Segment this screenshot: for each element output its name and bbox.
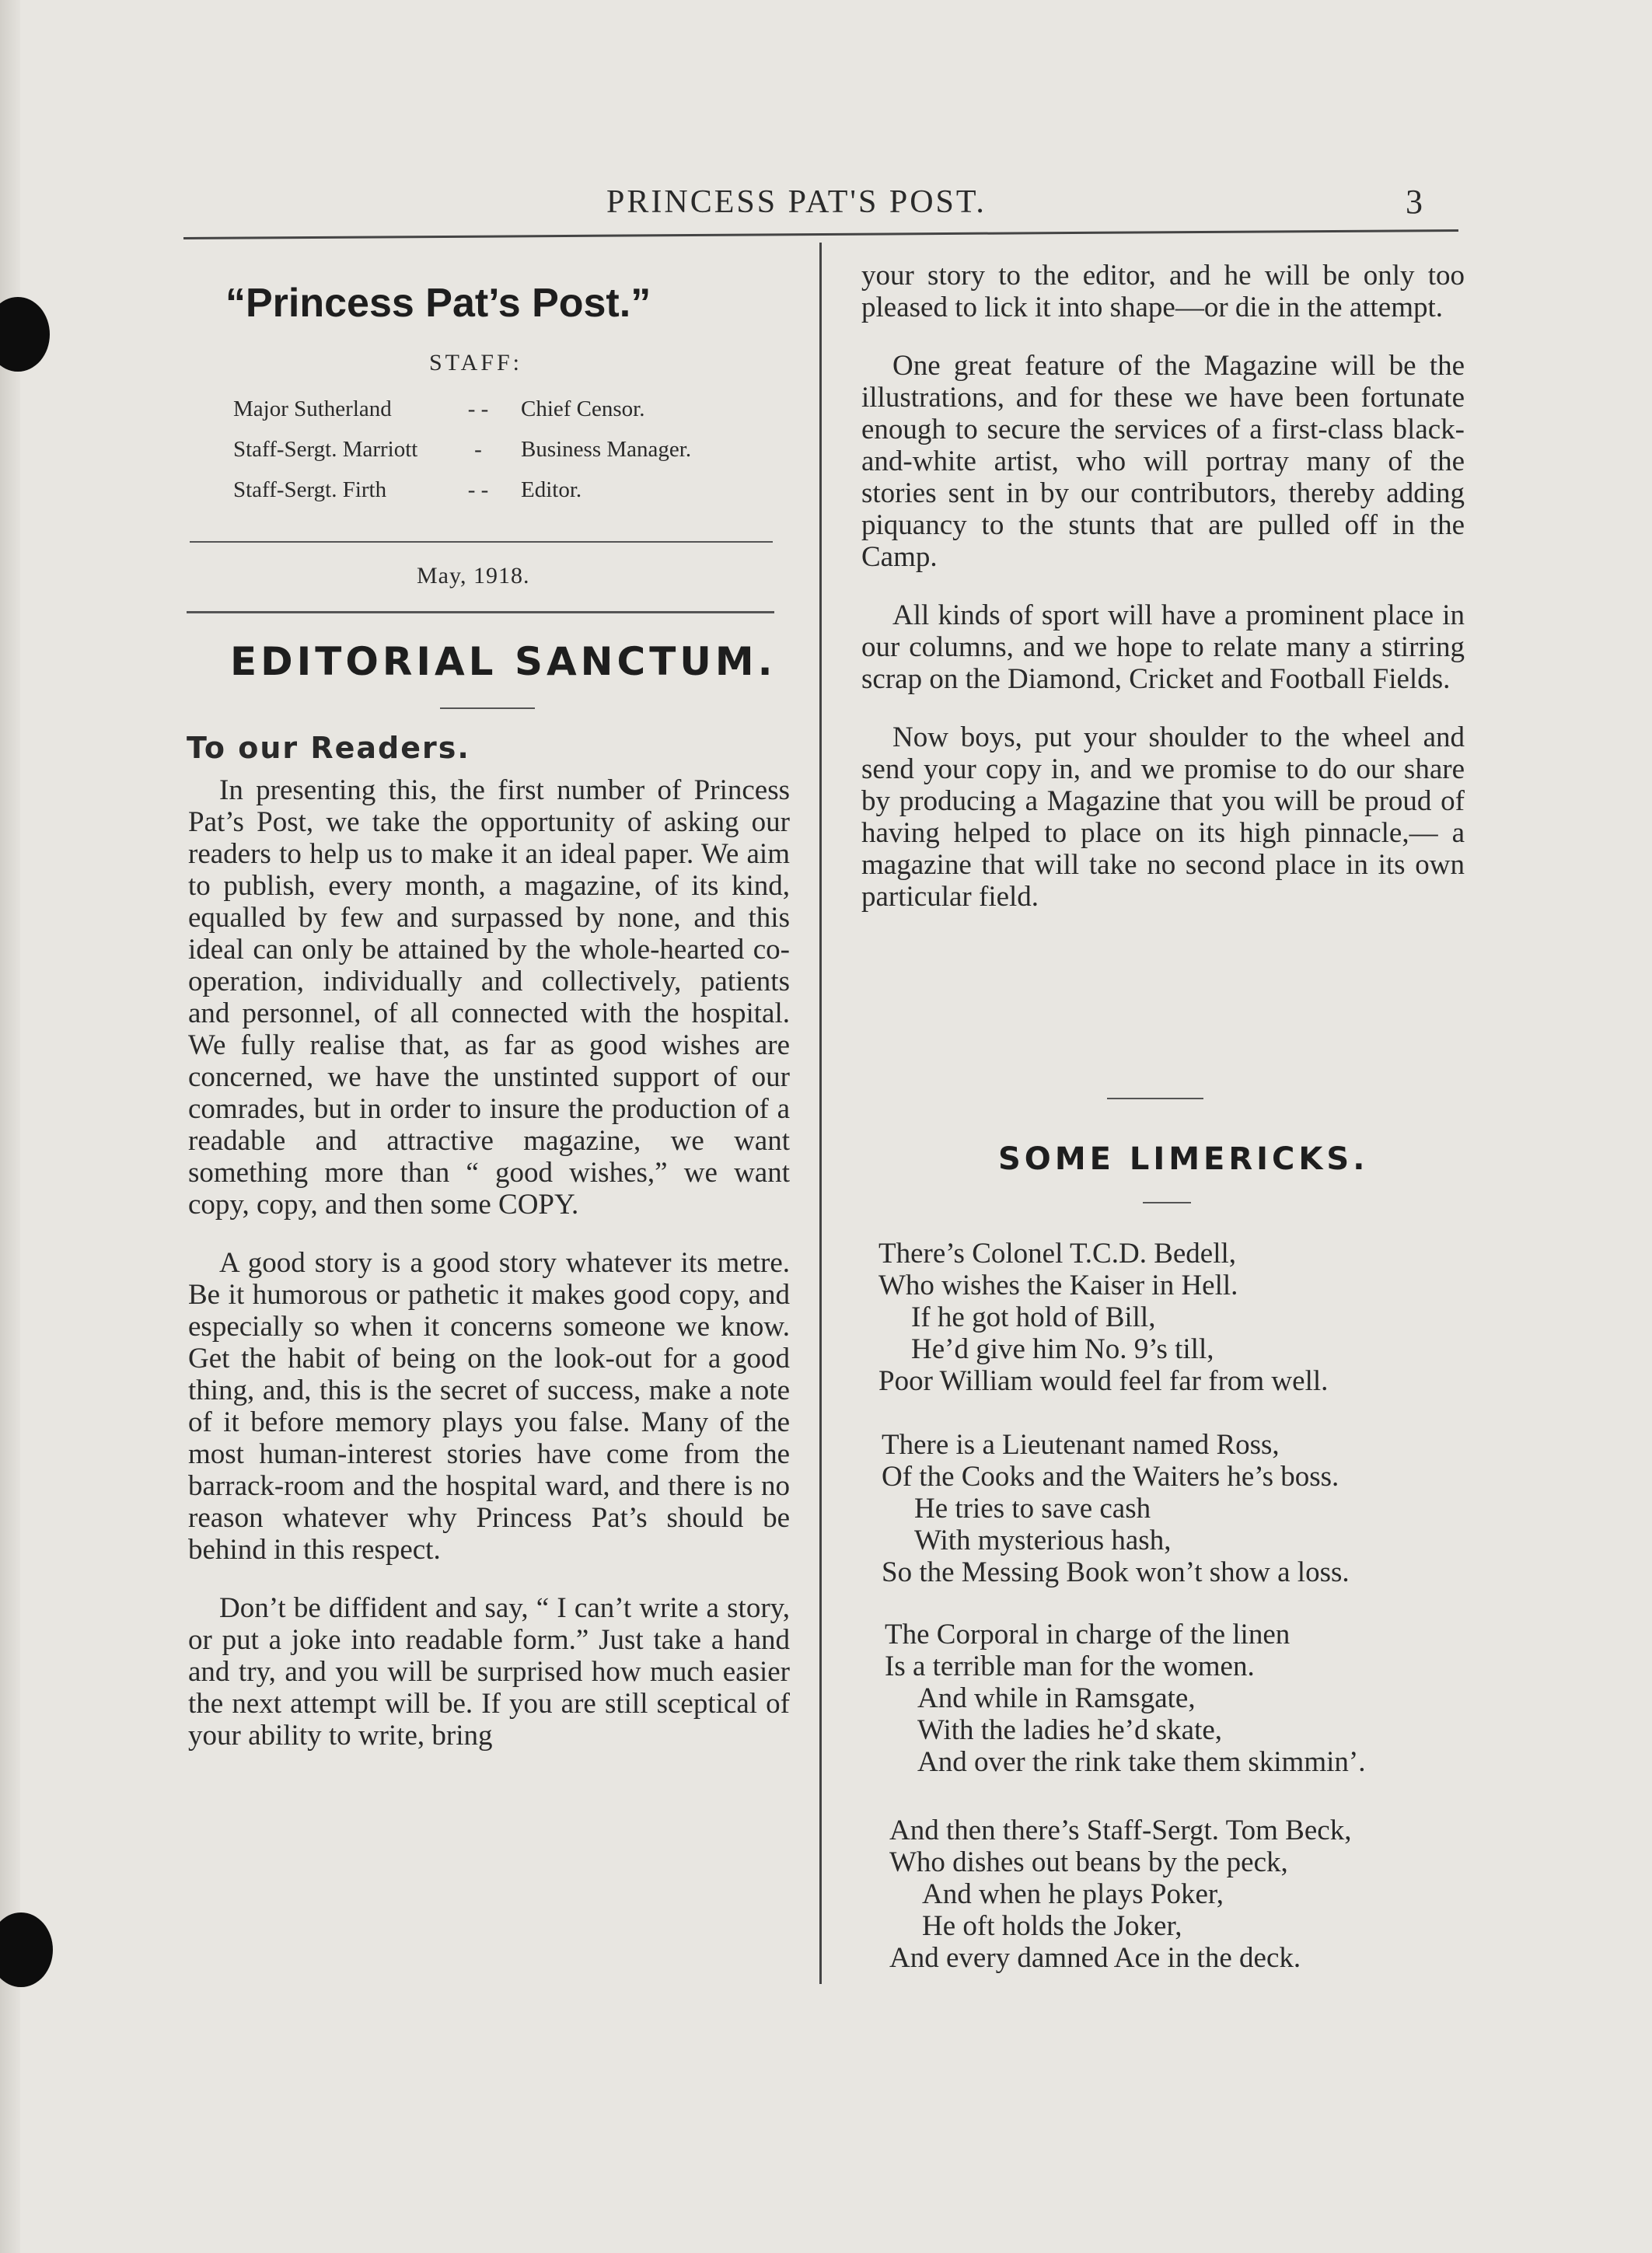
paragraph: Don’t be diffident and say, “ I can’t write a story, or put a joke into readable form.” Just take a hand and try, and you will be surprised how much easier the next attempt will be. If you are still sceptical of your ability to write, bring [188, 1592, 790, 1752]
section-title: SOME LIMERICKS. [998, 1141, 1369, 1177]
punch-hole [0, 297, 50, 372]
limerick-line: And then there’s Staff-Sergt. Tom Beck, [889, 1815, 1352, 1846]
staff-row [233, 477, 582, 503]
limerick-line: With the ladies he’d skate, [917, 1714, 1223, 1746]
limerick-line: And while in Ramsgate, [917, 1682, 1196, 1714]
limerick [882, 1429, 1350, 1588]
staff-dash: - [474, 437, 482, 462]
limerick-line: There is a Lieutenant named Ross, [882, 1429, 1280, 1461]
divider-rule [1107, 1098, 1203, 1099]
limerick-line: So the Messing Book won’t show a loss. [882, 1556, 1350, 1588]
paragraph: your story to the editor, and he will be only too pleased to lick it into shape—or die in the attempt. [861, 260, 1465, 323]
limerick-line: Who dishes out beans by the peck, [889, 1846, 1288, 1878]
magazine-title: “Princess Pat’s Post.” [225, 281, 651, 326]
limerick-line: Poor William would feel far from well. [878, 1365, 1329, 1397]
limerick-line: With mysterious hash, [914, 1525, 1172, 1556]
staff-name: Staff-Sergt. Firth [233, 477, 387, 502]
staff-role: Editor. [521, 477, 582, 502]
section-subtitle: To our Readers. [187, 731, 470, 765]
staff-dash: - - [467, 396, 489, 421]
staff-name: Staff-Sergt. Marriott [233, 437, 418, 462]
editorial-column-right [861, 260, 1465, 939]
limerick-line: Is a terrible man for the women. [885, 1650, 1255, 1682]
punch-hole [0, 1912, 53, 1987]
limerick-line: Who wishes the Kaiser in Hell. [878, 1270, 1238, 1301]
limerick-line: He oft holds the Joker, [922, 1910, 1182, 1942]
title-rule [440, 707, 535, 709]
limerick-line: There’s Colonel T.C.D. Bedell, [878, 1238, 1237, 1270]
masthead-rule [187, 611, 774, 613]
column-rule [819, 243, 822, 1984]
limerick [885, 1619, 1365, 1778]
staff-name: Major Sutherland [233, 396, 392, 421]
staff-dash: - - [467, 477, 489, 502]
paragraph: Now boys, put your shoulder to the wheel and send your copy in, and we promise to do our share by producing a Magazine that you will be proud of having helped to place on its high pinnacle,— a magazine that will take no second place in its own particular field. [861, 721, 1465, 913]
staff-row [233, 437, 691, 463]
running-head: PRINCESS PAT'S POST. [606, 184, 987, 220]
staff-role: Chief Censor. [521, 396, 645, 421]
paragraph: One great feature of the Magazine will be the illustrations, and for these we have been fortunate enough to secure the services of a first-class black-and-white artist, who will portray many of the stories sent in by our contributors, thereby adding piquancy to the stunts that are pulled off in the Camp. [861, 350, 1465, 573]
masthead-rule [190, 541, 773, 543]
limerick-line: If he got hold of Bill, [911, 1301, 1156, 1333]
limerick-line: And when he plays Poker, [922, 1878, 1224, 1910]
staff-role: Business Manager. [521, 437, 692, 462]
limerick-line: He tries to save cash [914, 1493, 1151, 1525]
paragraph: In presenting this, the first number of Princess Pat’s Post, we take the opportunity of asking our readers to help us to make it an ideal paper. We aim to publish, every month, a magazine, of its kind, equalled by few and surpassed by none, and this ideal can only be attained by the whole-hearted co-operation, individually and collectively, patients and personnel, of all connected with the hospital. We fully realise that, as far as good wishes are concerned, we have the unstinted support of our comrades, but in order to insure the production of a readable and attractive magazine, we want something more than “ good wishes,” we want copy, copy, and then some COPY. [188, 774, 790, 1221]
paragraph: A good story is a good story whatever its metre. Be it humorous or pathetic it makes good copy, and especially so when it concerns someone we know. Get the habit of being on the look-out for a good thing, and, this is the secret of success, make a note of it before memory plays you false. Many of the most human-interest stories have come from the barrack-room and the hospital ward, and there is no reason whatever why Princess Pat’s should be behind in this respect. [188, 1247, 790, 1566]
limerick-line: And every damned Ace in the deck. [889, 1942, 1301, 1974]
limerick-line: The Corporal in charge of the linen [885, 1619, 1291, 1650]
staff-heading: STAFF: [429, 350, 522, 376]
header-rule [183, 229, 1458, 239]
limerick [889, 1815, 1351, 1974]
page-number: 3 [1406, 183, 1423, 221]
limerick-line: He’d give him No. 9’s till, [911, 1333, 1214, 1365]
limerick [878, 1238, 1328, 1397]
section-title: EDITORIAL SANCTUM. [230, 639, 777, 684]
editorial-column-left [188, 774, 790, 1778]
title-rule [1143, 1202, 1191, 1203]
limerick-line: Of the Cooks and the Waiters he’s boss. [882, 1461, 1339, 1493]
limerick-line: And over the rink take them skimmin’. [917, 1746, 1366, 1778]
staff-row [233, 396, 645, 422]
issue-date: May, 1918. [417, 563, 530, 589]
paragraph: All kinds of sport will have a prominent place in our columns, and we hope to relate many a stirring scrap on the Diamond, Cricket and Football Fields. [861, 599, 1465, 695]
